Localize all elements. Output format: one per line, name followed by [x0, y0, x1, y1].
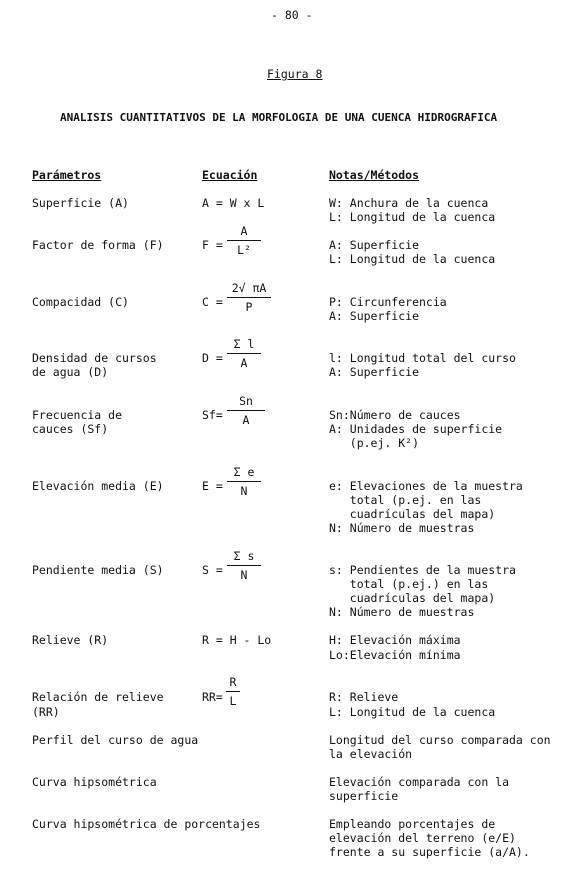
param-relacion-relieve: Relación de relieve — [32, 690, 164, 704]
param-perfil: Perfil del curso de agua — [32, 733, 199, 747]
eq-relieve: R = H - Lo — [202, 633, 272, 647]
note-line: A: Unidades de superficie — [329, 422, 503, 436]
fraction-bar — [227, 481, 261, 482]
eq-denominator: A — [242, 413, 250, 427]
param-densidad-cont: de agua (D) — [32, 365, 109, 379]
eq-numerator: Σ e — [233, 465, 255, 479]
eq-numerator: R — [229, 675, 237, 689]
header-parametros: Parámetros — [32, 168, 102, 182]
param-compacidad: Compacidad (C) — [32, 295, 129, 309]
eq-superficie: A = W x L — [202, 196, 265, 210]
eq-lhs: Sf= — [202, 408, 223, 422]
fraction-bar — [226, 691, 240, 692]
header-ecuacion: Ecuación — [202, 168, 258, 182]
note-line: (p.ej. K²) — [329, 436, 420, 450]
eq-numerator: Sn — [239, 394, 253, 408]
note-line: H: Elevación máxima — [329, 633, 461, 647]
fraction-bar — [227, 353, 261, 354]
eq-denominator: L — [229, 694, 237, 708]
eq-lhs: F = — [202, 238, 223, 252]
note-line: cuadrículas del mapa) — [329, 591, 496, 605]
eq-numerator: Σ l — [233, 337, 255, 351]
eq-lhs: C = — [202, 295, 223, 309]
param-superficie: Superficie (A) — [32, 196, 129, 210]
note-line: L: Longitud de la cuenca — [329, 705, 496, 719]
note-line: total (p.ej. en las — [329, 493, 482, 507]
note-line: L: Longitud de la cuenca — [329, 210, 496, 224]
note-line: A: Superficie — [329, 365, 420, 379]
note-line: superficie — [329, 789, 399, 803]
equation-fraction — [227, 465, 261, 498]
param-frecuencia-cont: cauces (Sf) — [32, 422, 109, 436]
param-pendiente-media: Pendiente media (S) — [32, 563, 164, 577]
note-line: cuadrículas del mapa) — [329, 507, 496, 521]
note-line: Sn:Número de cauces — [329, 408, 461, 422]
note-line: Lo:Elevación mínima — [329, 648, 461, 662]
equation-fraction — [227, 281, 271, 314]
param-curva-porcentajes: Curva hipsométrica de porcentajes — [32, 817, 261, 831]
note-line: e: Elevaciones de la muestra — [329, 479, 523, 493]
equation-fraction — [227, 224, 261, 257]
eq-denominator: N — [240, 568, 248, 582]
param-curva-hipsometrica: Curva hipsométrica — [32, 775, 157, 789]
note-line: R: Relieve — [329, 690, 399, 704]
eq-numerator: A — [240, 224, 248, 238]
eq-lhs: E = — [202, 479, 223, 493]
note-line: total (p.ej.) en las — [329, 577, 489, 591]
note-line: W: Anchura de la cuenca — [329, 196, 489, 210]
note-line: A: Superficie — [329, 309, 420, 323]
param-relieve: Relieve (R) — [32, 633, 109, 647]
note-line: N: Número de muestras — [329, 605, 475, 619]
fraction-bar — [227, 565, 261, 566]
equation-fraction — [227, 337, 261, 370]
param-factor-forma: Factor de forma (F) — [32, 238, 164, 252]
note-line: s: Pendientes de la muestra — [329, 563, 516, 577]
note-line: frente a su superficie (a/A). — [329, 845, 530, 859]
eq-lhs: RR= — [202, 690, 223, 704]
note-line: P: Circunferencia — [329, 295, 447, 309]
note-line: la elevación — [329, 747, 413, 761]
eq-denominator: P — [245, 300, 253, 314]
eq-numerator: Σ s — [233, 549, 255, 563]
eq-lhs: S = — [202, 563, 223, 577]
document-title: ANALISIS CUANTITATIVOS DE LA MORFOLOGIA DE UNA CUENCA HIDROGRAFICA — [60, 111, 498, 124]
eq-lhs: D = — [202, 351, 223, 365]
fraction-bar — [227, 410, 265, 411]
equation-fraction — [226, 675, 240, 708]
param-frecuencia: Frecuencia de — [32, 408, 123, 422]
note-line: elevación del terreno (e/E) — [329, 831, 516, 845]
note-line: N: Número de muestras — [329, 521, 475, 535]
param-elevacion-media: Elevación media (E) — [32, 479, 164, 493]
eq-numerator: 2√ πA — [231, 281, 267, 295]
eq-denominator: L² — [237, 243, 251, 257]
header-notas: Notas/Métodos — [329, 168, 420, 182]
note-line: l: Longitud total del curso — [329, 351, 516, 365]
fraction-bar — [227, 240, 261, 241]
param-relacion-relieve-cont: (RR) — [32, 705, 60, 719]
eq-denominator: N — [240, 484, 248, 498]
note-line: Longitud del curso comparada con — [329, 733, 551, 747]
note-line: L: Longitud de la cuenca — [329, 252, 496, 266]
equation-fraction — [227, 549, 261, 582]
page-number: - 80 - — [271, 8, 313, 22]
param-densidad: Densidad de cursos — [32, 351, 157, 365]
figure-label: Figura 8 — [267, 67, 323, 81]
note-line: Elevación comparada con la — [329, 775, 510, 789]
eq-denominator: A — [240, 356, 248, 370]
note-line: A: Superficie — [329, 238, 420, 252]
equation-fraction — [227, 394, 265, 427]
fraction-bar — [227, 297, 271, 298]
note-line: Empleando porcentajes de — [329, 817, 496, 831]
